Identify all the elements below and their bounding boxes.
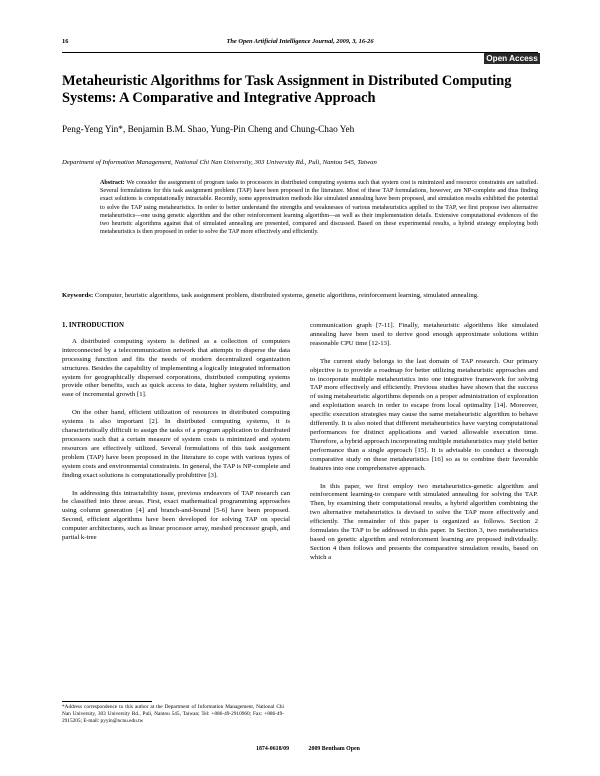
publisher: 2009 Bentham Open: [308, 746, 360, 752]
page-number: 16: [62, 38, 69, 45]
keywords-label: Keywords:: [62, 292, 94, 299]
keywords: [62, 291, 538, 300]
correspondence-footnote: *Address correspondence to this author at the Department of Information Management, National Chi Nan University, 303 University Rd., Puli, Nantou 545, Taiwan; Tel: +886-49-2910960; Fax: +886-49-2915205; E-mail: pyyin@ncnu.edu.tw: [62, 704, 284, 724]
body-paragraph: The current study belongs to the last domain of TAP research. Our primary objective is to provide a roadmap for better utilizing metaheuristic approaches and to incorporate multiple metaheuristics into one integrative framework for solving TAP more effectively and efficiently. Previous studies have shown that the success of using metaheuristic algorithms depends on a proper administration of exploration and exploitation search in order to escape from local optimality [14]. Moreover, specific execution strategies may cause the same metaheuristic algorithm to behave differently. It is also noted that different metaheuristics have varying computational performances for distinct applications and varied allowable execution time. Therefore, a hybrid approach incorporating multiple metaheuristics may yield better performance than a single approach [15]. It is advisable to conduct a thorough comparative study on these metaheuristics [16] so as to combine their favorable features into one comprehensive approach.: [310, 357, 538, 472]
body-paragraph: A distributed computing system is defined as a collection of computers interconnected by a telecommunication network that attempts to disperse the data processing function and fits the needs of modern decentralized organization structures. Besides the capability of implementing a logically integrated information system for geographically dispersed corporations, distributed computing systems provide other benefits, such as quick access to data, higher system reliability, and ease of incremental growth [1].: [62, 337, 290, 399]
affiliation: Department of Information Management, National Chi Nan University, 303 University Rd., Puli, Nantou 545, Taiwan: [62, 159, 377, 166]
abstract-label: Abstract:: [100, 180, 125, 186]
running-header: [62, 38, 538, 50]
left-column: [62, 322, 290, 552]
keywords-text: Computer, heuristic algorithms, task assignment problem, distributed systems, genetic algorithms, reinforcement learning, simulated annealing.: [94, 292, 479, 299]
author-list: Peng-Yeng Yin*, Benjamin B.M. Shao, Yung-Pin Cheng and Chung-Chao Yeh: [62, 125, 355, 135]
body-paragraph: In addressing this intractability issue, previous endeavors of TAP research can be classified into three areas. First, exact mathematical programming approaches using column generation [4] and branch-and-bound [5-6] have been proposed. Second, efficient algorithms have been developed for solving TAP on special computer architectures, such as linear processor array, meshed processor graph, and partial k-tree: [62, 489, 290, 542]
journal-citation: The Open Artificial Intelligence Journal, 2009, 3, 16-26: [226, 38, 374, 45]
right-column: [310, 322, 538, 572]
page-footer: [256, 746, 456, 752]
header-rule: [62, 52, 538, 53]
open-access-badge: Open Access: [484, 53, 540, 64]
abstract-text: We consider the assignment of program tasks to processors in distributed computing systems such that system cost is minimized and resource constraints are satisfied. Several formulations for this task assignment problem (TAP) have been proposed in the literature. Most of these TAP formulations, however, are NP-complete and thus finding exact solutions is computationally intractable. Recently, some approximation methods like simulated annealing have been proposed, and simulation results exhibited the potential to solve the TAP using metaheuristics. In order to better understand the strengths and weaknesses of various metaheuristics applied to the TAP, we first propose two alternative metaheuristics—one using genetic algorithm and the other reinforcement learning algorithm—as well as their implementation details. Extensive computational evidences of the two heuristic algorithms against that of simulated annealing are presented, compared and discussed. Based on these experimental results, a hybrid strategy employing both metaheuristics is then proposed in order to solve the TAP more effectively and efficiently.: [100, 180, 538, 236]
footnote-rule: [62, 701, 152, 702]
paper-title: Metaheuristic Algorithms for Task Assignment in Distributed Computing Systems: A Comparative and Integrative Approach: [62, 73, 512, 106]
section-heading: 1. INTRODUCTION: [62, 322, 125, 329]
body-paragraph: On the other hand, efficient utilization of resources in distributed computing systems is also important [2]. In distributed computing systems, it is characteristically difficult to assign the tasks of a program application to distributed processors such that a certain measure of system costs is minimized and system resources are effectively utilized. Several formulations of this task assignment problem (TAP) have been proposed in the literature to cope with various types of system costs and environmental constraints. In general, the TAP is NP-complete and finding exact solutions is computationally prohibitive [3].: [62, 409, 290, 479]
body-paragraph: In this paper, we first employ two metaheuristics-genetic algorithm and reinforcement learning-to compare with simulated annealing for solving the TAP. Then, by examining their computational results, a hybrid algorithm combining the two alternative metaheuristics is devised to solve the TAP more effectively and efficiently. The remainder of this paper is organized as follows. Section 2 formulates the TAP to be addressed in this paper. In Section 3, two metaheuristics based on genetic algorithm and reinforcement learning are proposed individually. Section 4 then follows and presents the comparative simulation results, based on which a: [310, 482, 538, 561]
body-paragraph: communication graph [7-11]. Finally, metaheuristic algorithms like simulated annealing have been used to derive good enough approximate solutions within reasonable CPU time [12-13].: [310, 322, 538, 347]
abstract: [100, 179, 538, 236]
issn: 1874-0618/09: [256, 746, 290, 752]
